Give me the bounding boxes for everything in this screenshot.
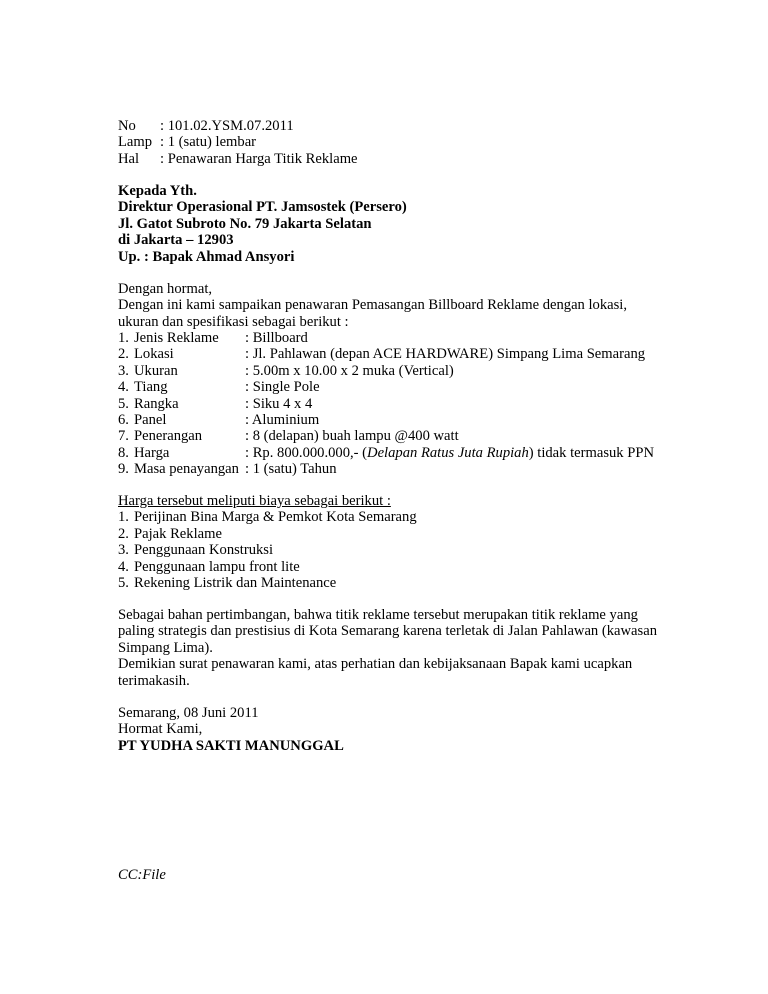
- closing-line: Simpang Lima).: [118, 639, 213, 656]
- reference-value: : Penawaran Harga Titik Reklame: [160, 150, 358, 167]
- spec-label: Panel: [134, 412, 167, 429]
- includes-item: [118, 575, 678, 591]
- spec-value: : 1 (satu) Tahun: [245, 461, 337, 478]
- spec-value: [245, 445, 654, 461]
- spec-number: 2.: [118, 346, 129, 363]
- recipient-salutation: Kepada Yth.: [118, 183, 197, 199]
- spec-number: 5.: [118, 395, 129, 412]
- spec-item: [118, 363, 718, 379]
- spec-item: [118, 412, 718, 428]
- includes-number: 4.: [118, 558, 129, 575]
- includes-text: Perijinan Bina Marga & Pemkot Kota Semarang: [134, 509, 417, 526]
- includes-text: Rekening Listrik dan Maintenance: [134, 575, 337, 592]
- spec-number: 4.: [118, 379, 129, 396]
- recipient-block: [118, 183, 678, 265]
- spec-number: 3.: [118, 362, 129, 379]
- reference-value: : 101.02.YSM.07.2011: [160, 118, 294, 134]
- includes-text: Pajak Reklame: [134, 525, 222, 542]
- spec-list: [118, 330, 718, 478]
- intro-block: [118, 281, 678, 330]
- spec-item-price: [118, 445, 718, 461]
- includes-heading: Harga tersebut meliputi biaya sebagai berikut :: [118, 493, 391, 509]
- cc-line: [118, 867, 678, 883]
- spec-value: : Siku 4 x 4: [245, 395, 313, 412]
- reference-row-hal: [118, 151, 678, 167]
- spec-value: : 8 (delapan) buah lampu @400 watt: [245, 428, 459, 445]
- intro-line: ukuran dan spesifikasi sebagai berikut :: [118, 313, 349, 330]
- includes-item: [118, 509, 678, 525]
- includes-number: 3.: [118, 542, 129, 559]
- regards: Hormat Kami,: [118, 721, 203, 738]
- spec-label: Lokasi: [134, 346, 174, 363]
- spec-number: 7.: [118, 428, 129, 445]
- price-words: Delapan Ratus Juta Rupiah: [367, 444, 529, 461]
- closing-line: Sebagai bahan pertimbangan, bahwa titik reklame tersebut merupakan titik reklame yang: [118, 607, 638, 623]
- closing-line: terimakasih.: [118, 672, 190, 689]
- closing-line: paling strategis dan prestisius di Kota Semarang karena terletak di Jalan Pahlawan (kawasan: [118, 623, 657, 640]
- spec-number: 8.: [118, 444, 129, 461]
- spec-label: Harga: [134, 444, 170, 461]
- signature-block: [118, 705, 678, 754]
- spec-value: : 5.00m x 10.00 x 2 muka (Vertical): [245, 362, 454, 379]
- includes-item: [118, 559, 678, 575]
- reference-label: No: [118, 118, 136, 134]
- price-suffix: ) tidak termasuk PPN: [528, 444, 655, 461]
- includes-number: 1.: [118, 509, 129, 526]
- reference-row-lamp: [118, 134, 678, 150]
- reference-label: Hal: [118, 150, 140, 167]
- spec-label: Penerangan: [134, 428, 203, 445]
- reference-row-no: [118, 118, 678, 134]
- reference-block: [118, 118, 678, 167]
- spec-label: Rangka: [134, 395, 179, 412]
- recipient-city: di Jakarta – 12903: [118, 232, 234, 249]
- spec-number: 1.: [118, 330, 129, 346]
- recipient-title: Direktur Operasional PT. Jamsostek (Persero): [118, 199, 407, 216]
- spec-label: Ukuran: [134, 362, 178, 379]
- closing-line: Demikian surat penawaran kami, atas perhatian dan kebijaksanaan Bapak kami ucapkan: [118, 656, 633, 673]
- closing-block: [118, 607, 718, 689]
- company-name: PT YUDHA SAKTI MANUNGGAL: [118, 737, 344, 754]
- spec-item: [118, 396, 718, 412]
- recipient-attention: Up. : Bapak Ahmad Ansyori: [118, 248, 295, 265]
- includes-block: [118, 493, 678, 591]
- spec-value: : Billboard: [245, 330, 308, 346]
- spec-item: [118, 428, 718, 444]
- price-prefix: : Rp. 800.000.000,- (: [245, 444, 368, 461]
- reference-value: : 1 (satu) lembar: [160, 134, 257, 151]
- spec-value: : Jl. Pahlawan (depan ACE HARDWARE) Simpang Lima Semarang: [245, 346, 646, 363]
- spec-item: [118, 346, 718, 362]
- includes-item: [118, 526, 678, 542]
- includes-item: [118, 542, 678, 558]
- intro-line: Dengan ini kami sampaikan penawaran Pemasangan Billboard Reklame dengan lokasi,: [118, 297, 628, 314]
- spec-item: [118, 330, 718, 346]
- includes-text: Penggunaan lampu front lite: [134, 558, 300, 575]
- spec-item: [118, 461, 718, 477]
- recipient-address: Jl. Gatot Subroto No. 79 Jakarta Selatan: [118, 215, 372, 232]
- spec-number: 9.: [118, 461, 129, 478]
- spec-number: 6.: [118, 412, 129, 429]
- spec-label: Jenis Reklame: [134, 330, 219, 346]
- includes-number: 2.: [118, 525, 129, 542]
- spec-value: : Single Pole: [245, 379, 320, 396]
- greeting: Dengan hormat,: [118, 281, 213, 297]
- spec-label: Tiang: [134, 379, 168, 396]
- cc-text: CC:File: [118, 867, 166, 883]
- includes-text: Penggunaan Konstruksi: [134, 542, 274, 559]
- spec-item: [118, 379, 718, 395]
- includes-number: 5.: [118, 575, 129, 592]
- place-date: Semarang, 08 Juni 2011: [118, 705, 259, 721]
- spec-value: : Aluminium: [245, 412, 320, 429]
- spec-label: Masa penayangan: [134, 461, 239, 478]
- reference-label: Lamp: [118, 134, 153, 151]
